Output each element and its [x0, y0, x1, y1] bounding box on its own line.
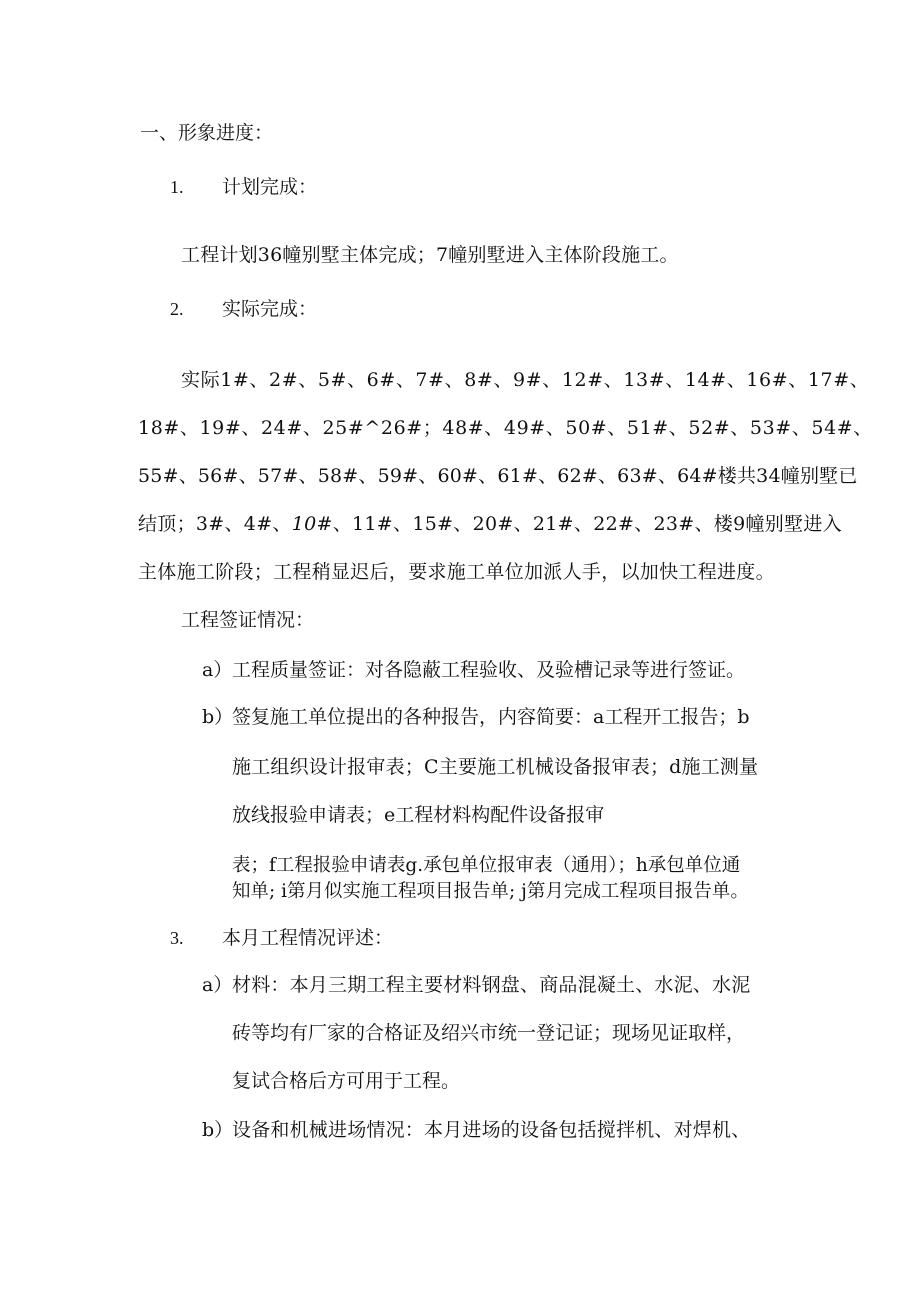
- visa-label-b: b）: [202, 706, 234, 728]
- actual-line-4: [138, 512, 842, 536]
- visa-b-line-3: 放线报验申请表；e工程材料构配件设备报审: [232, 804, 605, 826]
- item-number-2: 2.: [170, 299, 184, 319]
- visa-label-a: a）: [202, 659, 233, 681]
- item-number-3: 3.: [170, 928, 184, 948]
- section-heading: 一、形象进度：: [140, 122, 274, 144]
- review-a-line-2: 砖等均有厂家的合格证及绍兴市统一登记证；现场见证取样，: [232, 1022, 746, 1044]
- visa-b-line-1: 签复施工单位提出的各种报告，内容简要：a工程开工报告；b: [232, 706, 750, 728]
- item-title-2: 实际完成：: [222, 298, 318, 320]
- actual-line-4-part-2: 、11#、15#、20#、21#、22#、23#、楼9幢别墅进入: [332, 513, 842, 535]
- review-label-a: a）: [202, 974, 233, 996]
- visa-b-line-5: 知单; i第月似实施工程项目报告单; j第月完成工程项目报告单。: [232, 881, 749, 902]
- review-label-b: b）: [202, 1119, 234, 1141]
- item-number-1: 1.: [170, 177, 184, 197]
- visa-b-line-2: 施工组织设计报审表；C主要施工机械设备报审表；d施工测量: [232, 756, 759, 778]
- actual-line-2: 18#、19#、24#、25#^26#；48#、49#、50#、51#、52#、53#、54#、: [138, 417, 873, 439]
- review-a-line-1: 材料：本月三期工程主要材料钢盘、商品混凝土、水泥、水泥: [232, 974, 751, 996]
- review-a-line-3: 复试合格后方可用于工程。: [232, 1070, 461, 1092]
- actual-line-3: 55#、56#、57#、58#、59#、60#、61#、62#、63#、64#楼共34幢别墅已: [138, 465, 858, 487]
- visa-b-line-4: 表；f工程报验申请表g.承包单位报审表（通用）；h承包单位通: [232, 855, 741, 876]
- visa-subheading: 工程签证情况：: [181, 609, 315, 631]
- review-b-line-1: 设备和机械进场情况：本月进场的设备包括搅拌机、对焊机、: [232, 1119, 751, 1141]
- item-title-3: 本月工程情况评述：: [222, 927, 394, 949]
- item-title-1: 计划完成：: [222, 176, 318, 198]
- building-10-italic: 10#: [291, 513, 333, 535]
- visa-a-line-1: 工程质量签证：对各隐蔽工程验收、及验槽记录等进行签证。: [232, 659, 746, 681]
- plan-text: 工程计划36幢别墅主体完成；7幢别墅进入主体阶段施工。: [181, 244, 679, 266]
- actual-line-5: 主体施工阶段；工程稍显迟后，要求施工单位加派人手，以加快工程进度。: [138, 561, 775, 583]
- actual-line-1: 实际1#、2#、5#、6#、7#、8#、9#、12#、13#、14#、16#、17#、: [181, 369, 870, 391]
- actual-line-4-part-1: 结顶；3#、4#、: [138, 513, 292, 535]
